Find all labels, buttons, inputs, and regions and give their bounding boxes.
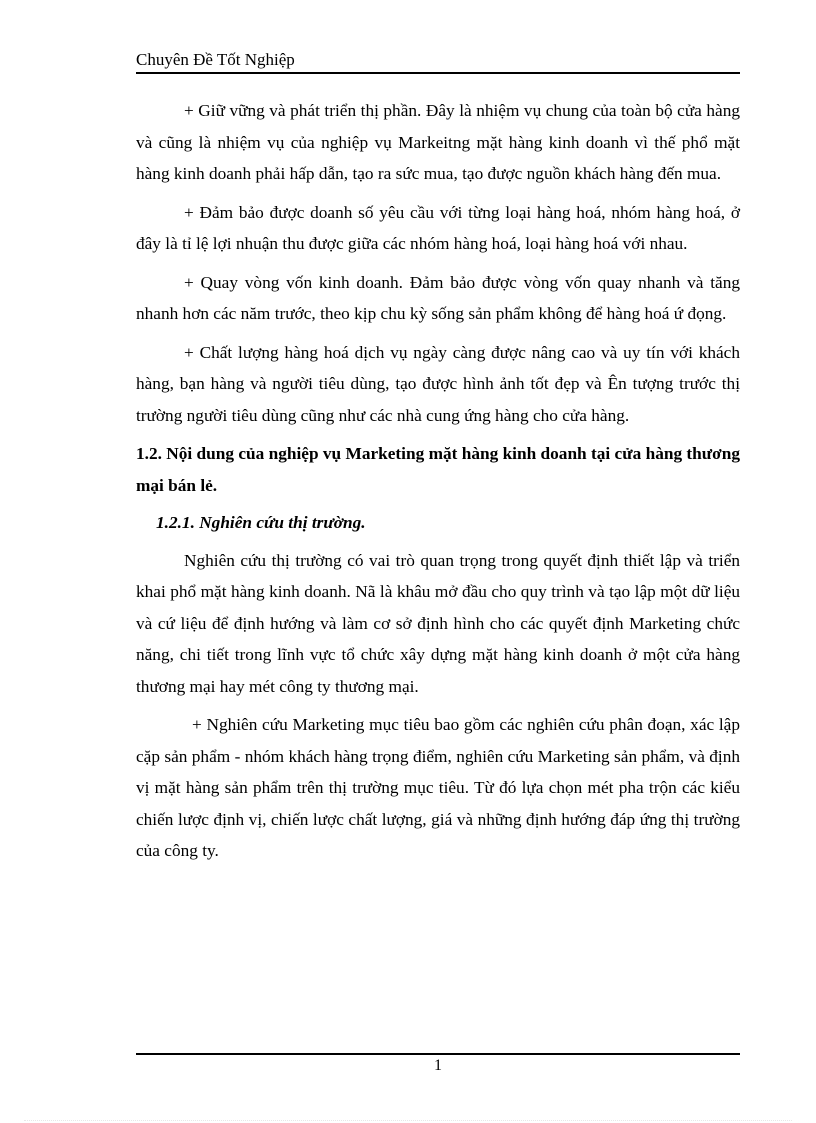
paragraph-target-marketing: + Nghiên cứu Marketing mục tiêu bao gồm các nghiên cứu phân đoạn, xác lập cặp sản phẩm - nhóm khách hàng trọng điểm, nghiên cứu Marketing sản phẩm, và định vị mặt hàng sản phẩm trên thị trường mục tiêu. Từ đó lựa chọn mét pha trộn các kiểu chiến lược định vị, chiến lược chất lượng, giá và những định hướng đáp ứng thị trường của công ty. (136, 715, 740, 860)
subsection-heading: 1.2.1. Nghiên cứu thị trường. (156, 513, 366, 532)
paragraph-market-research: Nghiên cứu thị trường có vai trò quan trọng trong quyết định thiết lập và triển khai phổ mặt hàng kinh doanh. Nã là khâu mở đầu cho quy trình và tạo lập một dữ liệu và cứ liệu để định hướng và làm cơ sở định hình cho các quyết định Marketing chức năng, chi tiết trong lĩnh vực tổ chức xây dựng mặt hàng kinh doanh ở một cửa hàng thương mại hay mét công ty thương mại. (136, 550, 740, 696)
paragraph-quality-reputation: + Chất lượng hàng hoá dịch vụ ngày càng được nâng cao và uy tín với khách hàng, bạn hàng và người tiêu dùng, tạo được hình ảnh tốt đẹp và Ên tượng trước thị trường người tiêu dùng cũng như các nhà cung ứng hàng cho cửa hàng. (136, 342, 740, 425)
section-heading: 1.2. Nội dung của nghiệp vụ Marketing mặt hàng kinh doanh tại cửa hàng thương mại bán lẻ. (136, 444, 740, 495)
page-header (136, 48, 740, 74)
page-number: 1 (434, 1057, 442, 1074)
paragraph-market-share: + Giữ vững và phát triển thị phần. Đây là nhiệm vụ chung của toàn bộ cửa hàng và cũng là nhiệm vụ của nghiệp vụ Markeitng mặt hàng kinh doanh vì thế phổ mặt hàng kinh doanh phải hấp dẫn, tạo ra sức mua, tạo được nguồn khách hàng đến mua. (136, 101, 740, 183)
page-edge-divider (24, 1120, 792, 1121)
paragraph-sales-target: + Đảm bảo được doanh số yêu cầu với từng loại hàng hoá, nhóm hàng hoá, ở đây là tỉ lệ lợi nhuận thu được giữa các nhóm hàng hoá, loại hàng hoá với nhau. (136, 202, 740, 253)
document-body (136, 95, 740, 874)
paragraph-capital-turnover: + Quay vòng vốn kinh doanh. Đảm bảo được vòng vốn quay nhanh và tăng nhanh hơn các năm trước, theo kịp chu kỳ sống sản phẩm không để hàng hoá ứ đọng. (136, 272, 740, 323)
header-title: Chuyên Đề Tốt Nghiệp (136, 50, 295, 69)
